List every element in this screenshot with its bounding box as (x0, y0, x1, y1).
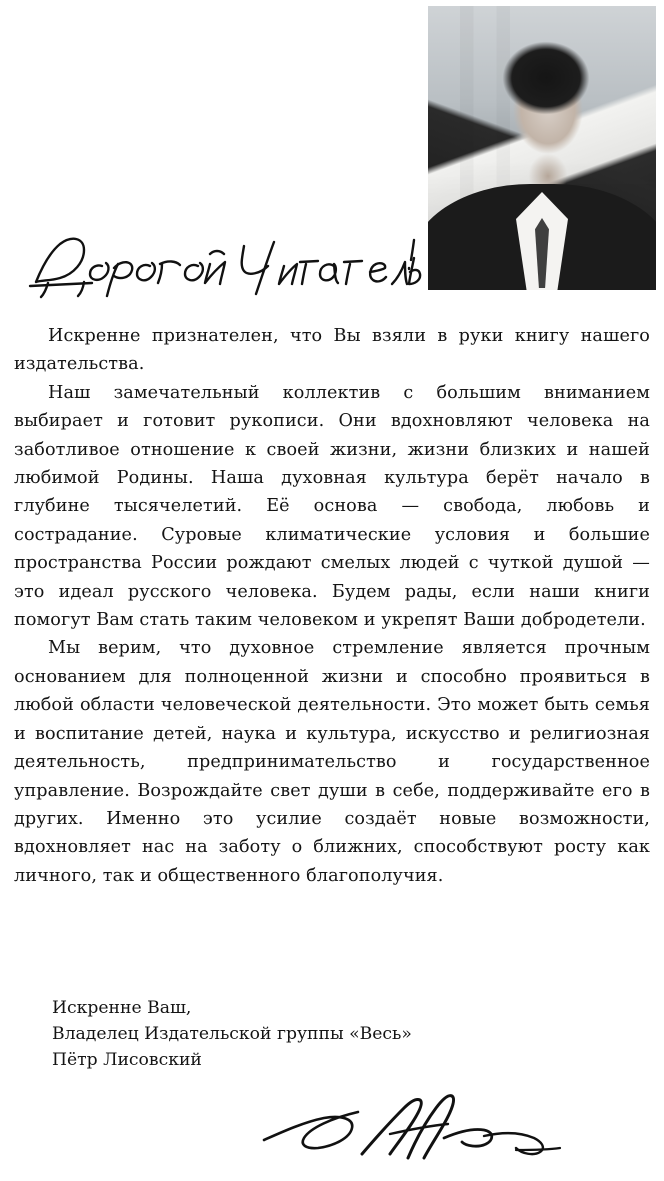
letter-paragraph-1: Искренне признателен, что Вы взяли в руки книгу нашего издательства. (14, 326, 650, 375)
letter-paragraph-3: Мы верим, что духовное стремление является прочным основанием для полноценной жизни и способно проявиться в любой области человеческой деятельности. Это может быть семья и воспитание детей, наука и культура, искусство и религиозная деятельность, предпринимательство и государственное управление. Возрождайте свет души в себе, поддерживайте его в других. Именно это усилие создаёт новые возможности, вдохновляет нас на заботу о ближних, способствуют росту как личного, так и общественного благополучия. (14, 638, 650, 886)
letter-body (14, 322, 650, 890)
signoff-line-2: Владелец Издательской группы «Весь» (52, 1024, 412, 1044)
author-photo (428, 6, 656, 290)
signoff-line-1: Искренне Ваш, (52, 998, 192, 1018)
handwritten-signature (258, 1088, 578, 1172)
signoff-line-3: Пётр Лисовский (52, 1050, 202, 1070)
letter-paragraph-2: Наш замечательный коллектив с большим вниманием выбирает и готовит рукописи. Они вдохновляют человека на заботливое отношение к своей жизни, жизни близких и нашей любимой Родины. Наша духовная культура берёт начало в глубине тысячелетий. Её основа — свобода, любовь и сострадание. Суровые климатические условия и большие пространства России рождают смелых людей с чуткой душой — это идеал русского человека. Будем рады, если наши книги помогут Вам стать таким человеком и укрепят Ваши добродетели. (14, 382, 650, 631)
letter-signoff (52, 995, 412, 1073)
handwritten-greeting (22, 228, 422, 300)
